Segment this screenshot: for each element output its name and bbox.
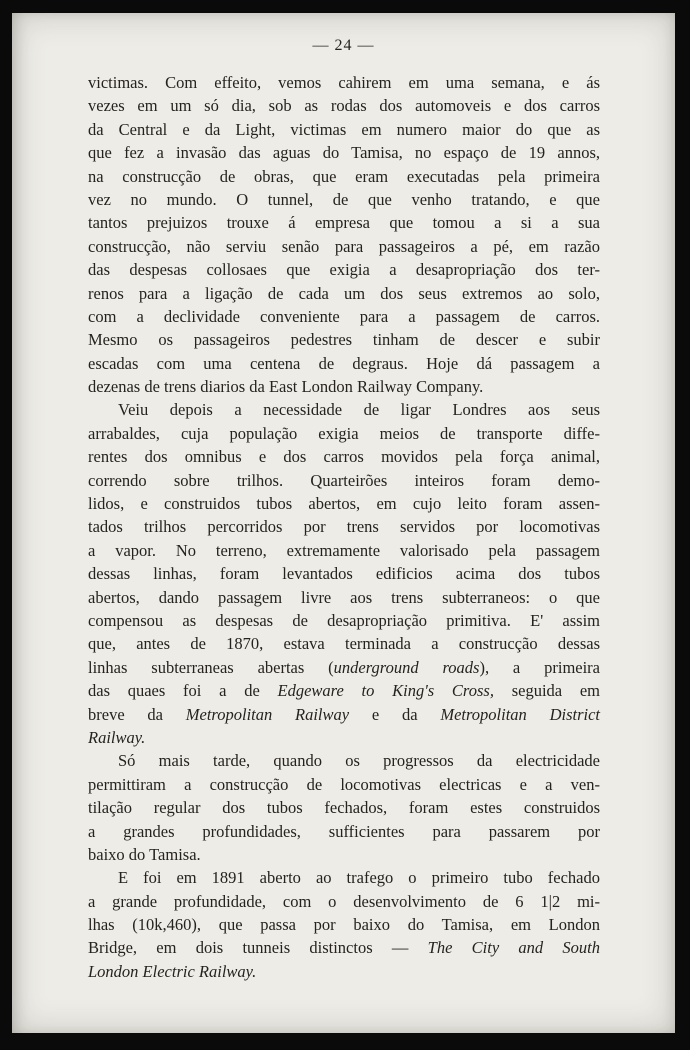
text-segment: rentes dos omnibus e dos carros movidos pela força animal,: [88, 447, 600, 467]
text-segment: compensou as despesas de desapropriação primitiva. E' assim: [88, 610, 600, 630]
text-line: [88, 118, 600, 141]
text-segment: vez no mundo. O tunnel, de que venho tratando, e que: [88, 189, 600, 209]
italic-text: The City and South: [427, 938, 600, 958]
text-segment: construcção, não serviu senão para passageiros a pé, em razão: [88, 236, 600, 256]
text-line: [88, 773, 600, 796]
text-line: [88, 211, 600, 234]
italic-text: Metropolitan Railway: [185, 704, 350, 724]
text-segment: permittiram a construcção de locomotivas electricas e a ven-: [88, 774, 600, 794]
page-number: — 24 —: [312, 37, 375, 54]
text-line: [88, 843, 600, 866]
text-line: [88, 352, 600, 375]
text-segment: linhas subterraneas abertas (: [88, 657, 334, 677]
text-segment: arrabaldes, cuja população exigia meios de transporte diffe-: [88, 423, 600, 443]
text-line: [88, 586, 600, 609]
text-segment: a grande profundidade, com o desenvolvimento de 6 1|2 mi-: [88, 891, 600, 911]
text-segment: E foi em 1891 aberto ao trafego o primeiro tubo fechado: [118, 868, 600, 888]
text-line: [88, 375, 600, 398]
text-segment: tantos prejuizos trouxe á empresa que tomou a si a sua: [88, 213, 600, 233]
text-line: [88, 165, 600, 188]
text-line: [88, 679, 600, 702]
text-line: [88, 796, 600, 819]
text-line: [88, 445, 600, 468]
italic-text: underground roads: [333, 657, 480, 677]
italic-text: Metropolitan District: [440, 704, 601, 724]
text-segment: a grandes profundidades, sufficientes para passarem por: [88, 821, 600, 841]
text-segment: baixo do Tamisa.: [88, 844, 201, 864]
text-line: [88, 469, 600, 492]
text-segment: escadas com uma centena de degraus. Hoje dá passagem a: [88, 353, 600, 373]
text-line: [88, 188, 600, 211]
italic-text: London Electric Railway.: [88, 961, 257, 981]
text-segment: Bridge, em dois tunneis distinctos —: [88, 938, 428, 958]
text-line: [88, 913, 600, 936]
text-line: [88, 328, 600, 351]
text-segment: breve da: [88, 704, 186, 724]
text-line: [88, 94, 600, 117]
text-line: [88, 726, 600, 749]
text-segment: dezenas de trens diarios da East London Railway Company.: [88, 377, 484, 397]
text-segment: seguida em: [493, 681, 601, 701]
text-line: [88, 936, 600, 959]
text-block: [88, 71, 600, 983]
text-segment: da Central e da Light, victimas em numero maior do que as: [88, 119, 600, 139]
text-line: [88, 305, 600, 328]
text-segment: com a declividade conveniente para a passagem de carros.: [88, 306, 600, 326]
text-segment: que fez a invasão das aguas do Tamisa, no espaço de 19 annos,: [88, 143, 600, 163]
text-line: [88, 632, 600, 655]
text-line: [88, 703, 600, 726]
text-segment: tilação regular dos tubos fechados, foram estes construidos: [88, 798, 600, 818]
text-segment: dessas linhas, foram levantados edificios acima dos tubos: [88, 564, 600, 584]
text-line: [88, 562, 600, 585]
text-line: [88, 609, 600, 632]
text-line: [88, 235, 600, 258]
text-line: [88, 492, 600, 515]
text-line: [88, 515, 600, 538]
text-segment: abertos, dando passagem livre aos trens subterraneos: o que: [88, 587, 600, 607]
text-segment: tados trilhos percorridos por trens servidos por locomotivas: [88, 517, 600, 537]
text-segment: Mesmo os passageiros pedestres tinham de descer e subir: [88, 330, 600, 350]
text-line: [88, 422, 600, 445]
text-segment: que, antes de 1870, estava terminada a construcção dessas: [88, 634, 600, 654]
text-segment: correndo sobre trilhos. Quarteirões inteiros foram demo-: [88, 470, 600, 490]
text-segment: renos para a ligação de cada um dos seus extremos ao solo,: [88, 283, 600, 303]
text-segment: ), a primeira: [479, 657, 600, 677]
text-segment: victimas. Com effeito, vemos cahirem em uma semana, e ás: [88, 73, 600, 92]
text-segment: na construcção de obras, que eram executadas pela primeira: [88, 166, 600, 186]
italic-text: Railway.: [88, 727, 146, 747]
text-segment: a vapor. No terreno, extremamente valorisado pela passagem: [88, 540, 600, 560]
text-line: [88, 539, 600, 562]
text-line: [88, 866, 600, 889]
text-segment: vezes em um só dia, sob as rodas dos automoveis e dos carros: [88, 96, 600, 116]
text-line: [88, 656, 600, 679]
text-segment: das despesas collosaes que exigia a desapropriação dos ter-: [88, 260, 600, 280]
text-line: [88, 820, 600, 843]
text-segment: e da: [349, 704, 441, 724]
text-segment: Veiu depois a necessidade de ligar Londres aos seus: [118, 400, 600, 420]
text-line: [88, 749, 600, 772]
text-line: [88, 141, 600, 164]
text-segment: das quaes foi a de: [88, 681, 278, 701]
text-line: [88, 398, 600, 421]
text-line: [88, 258, 600, 281]
text-segment: Só mais tarde, quando os progressos da electricidade: [118, 751, 600, 771]
italic-text: Edgeware to King's Cross,: [277, 681, 494, 701]
text-line: [88, 71, 600, 94]
text-line: [88, 282, 600, 305]
text-segment: lidos, e construidos tubos abertos, em cujo leito foram assen-: [88, 494, 600, 514]
book-page: [12, 13, 675, 1033]
text-line: [88, 890, 600, 913]
text-segment: lhas (10k,460), que passa por baixo do Tamisa, em London: [88, 915, 600, 935]
text-line: [88, 960, 600, 983]
